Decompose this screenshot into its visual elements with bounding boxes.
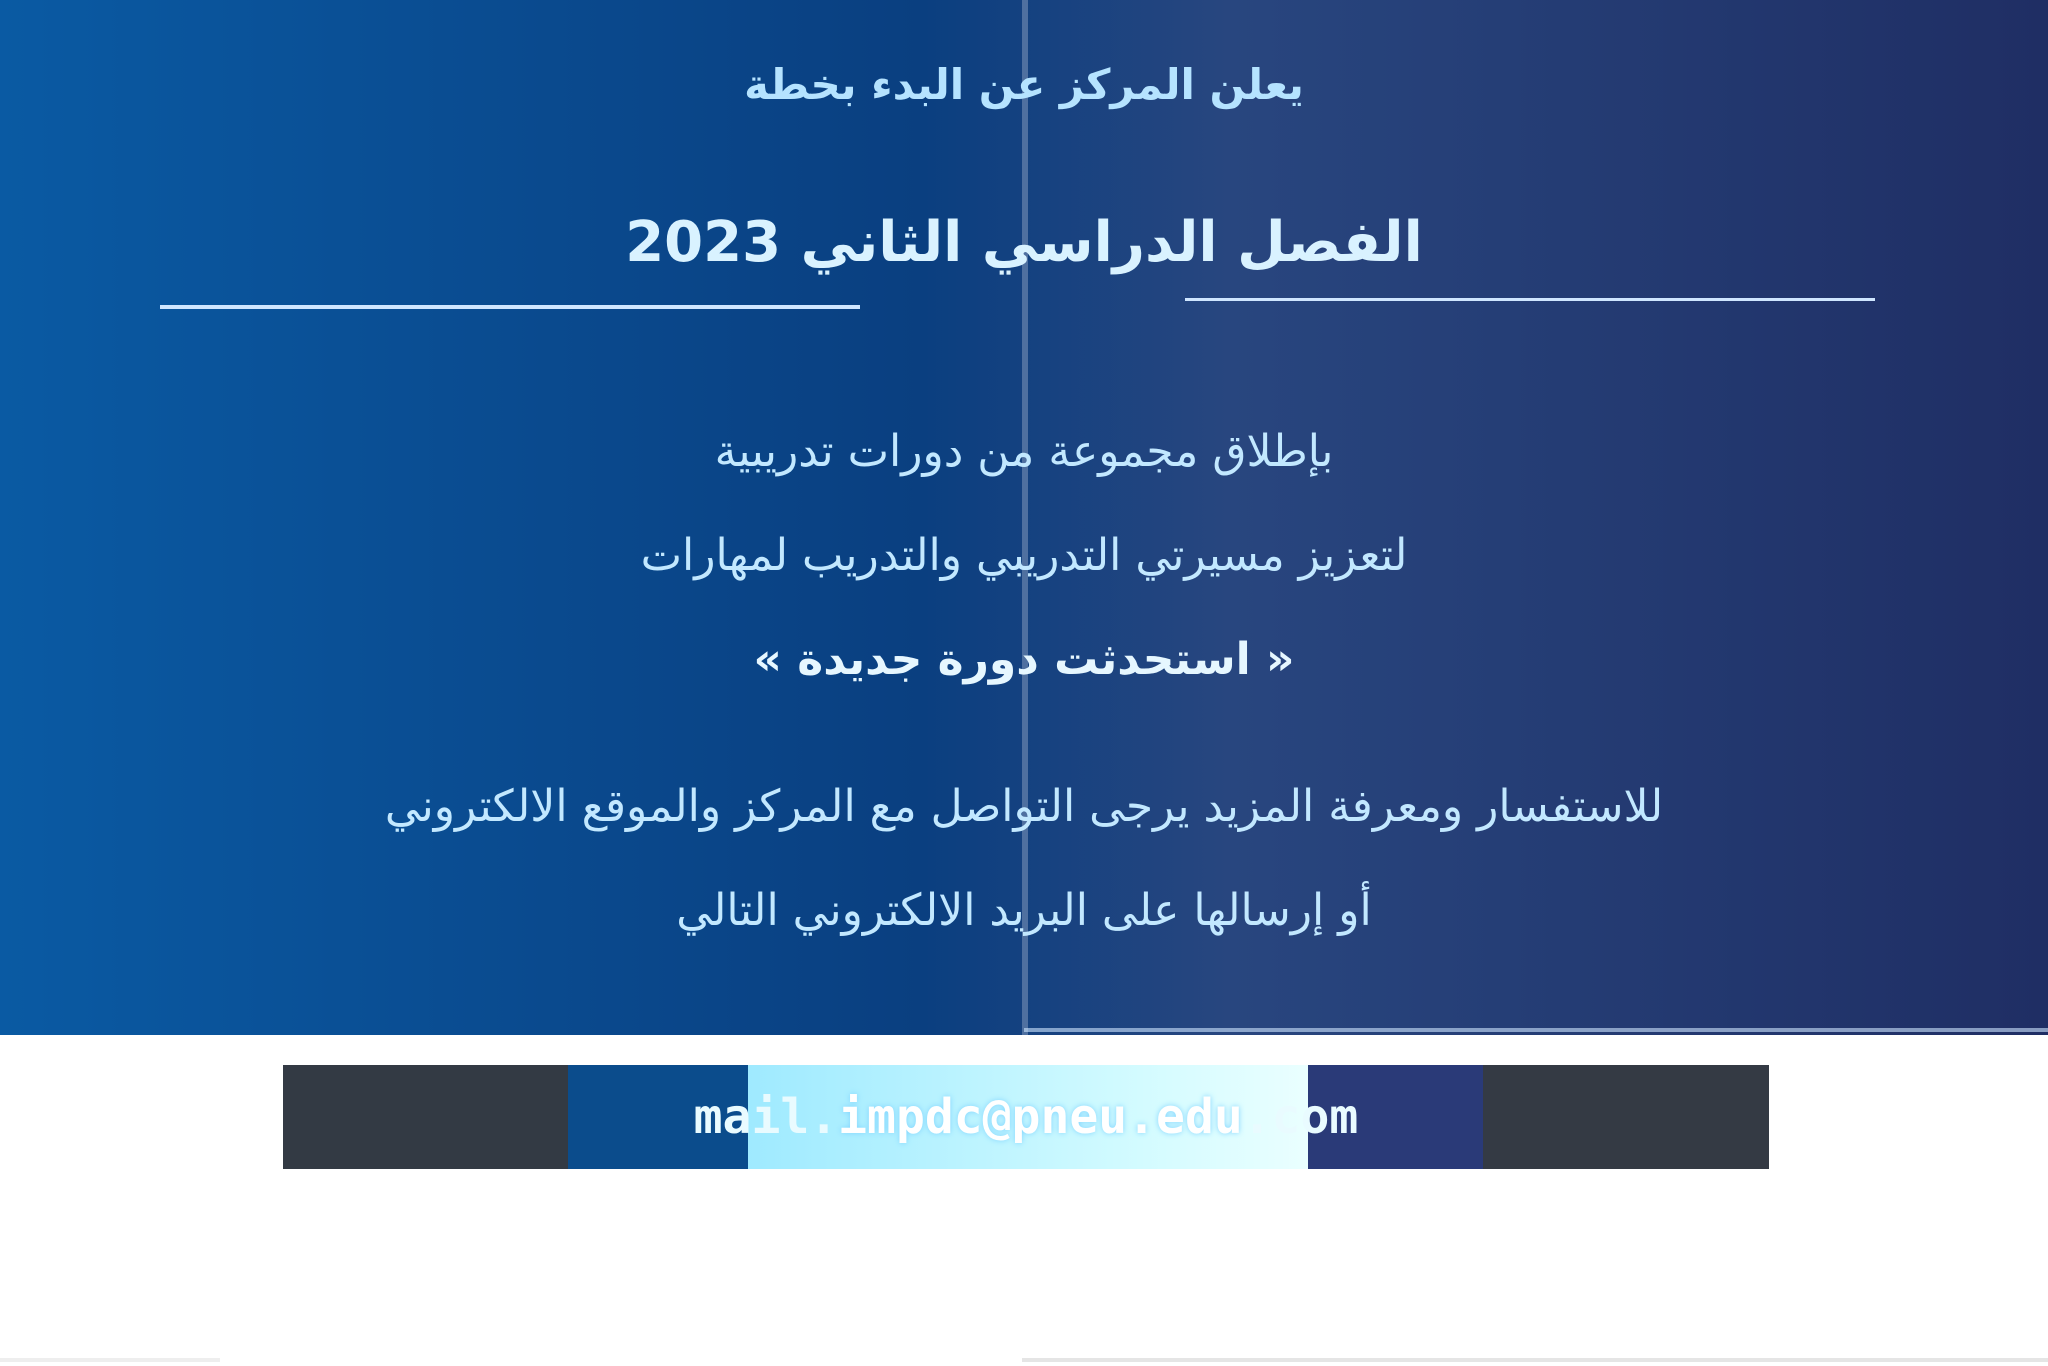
title-underline <box>1185 298 1875 301</box>
email-main: impdc@pneu.edu <box>838 1089 1243 1145</box>
footer-divider <box>1022 1358 2048 1362</box>
footer-divider <box>0 1358 220 1362</box>
body-line: لتعزيز مسيرتي التدريبي والتدريب لمهارات <box>640 530 1408 581</box>
announcement-kicker: يعلن المركز عن البدء بخطة <box>744 60 1304 109</box>
announcement-body <box>170 400 1878 712</box>
contact-line: للاستفسار ومعرفة المزيد يرجى التواصل مع المركز والموقع الالكتروني <box>384 781 1664 832</box>
email-banner[interactable] <box>283 1065 1769 1169</box>
contact-line: أو إرسالها على البريد الالكتروني التالي <box>676 885 1372 936</box>
email-prefix: mail. <box>693 1089 839 1145</box>
body-line: بإطلاق مجموعة من دورات تدريبية <box>714 426 1334 477</box>
email-address[interactable] <box>283 1065 1769 1169</box>
contact-instructions <box>170 755 1878 963</box>
new-course-highlight: « استحدثت دورة جديدة » <box>753 634 1295 685</box>
title-underline <box>160 305 860 309</box>
announcement-title: الفصل الدراسي الثاني 2023 <box>625 210 1423 275</box>
email-suffix: .com <box>1242 1089 1359 1145</box>
